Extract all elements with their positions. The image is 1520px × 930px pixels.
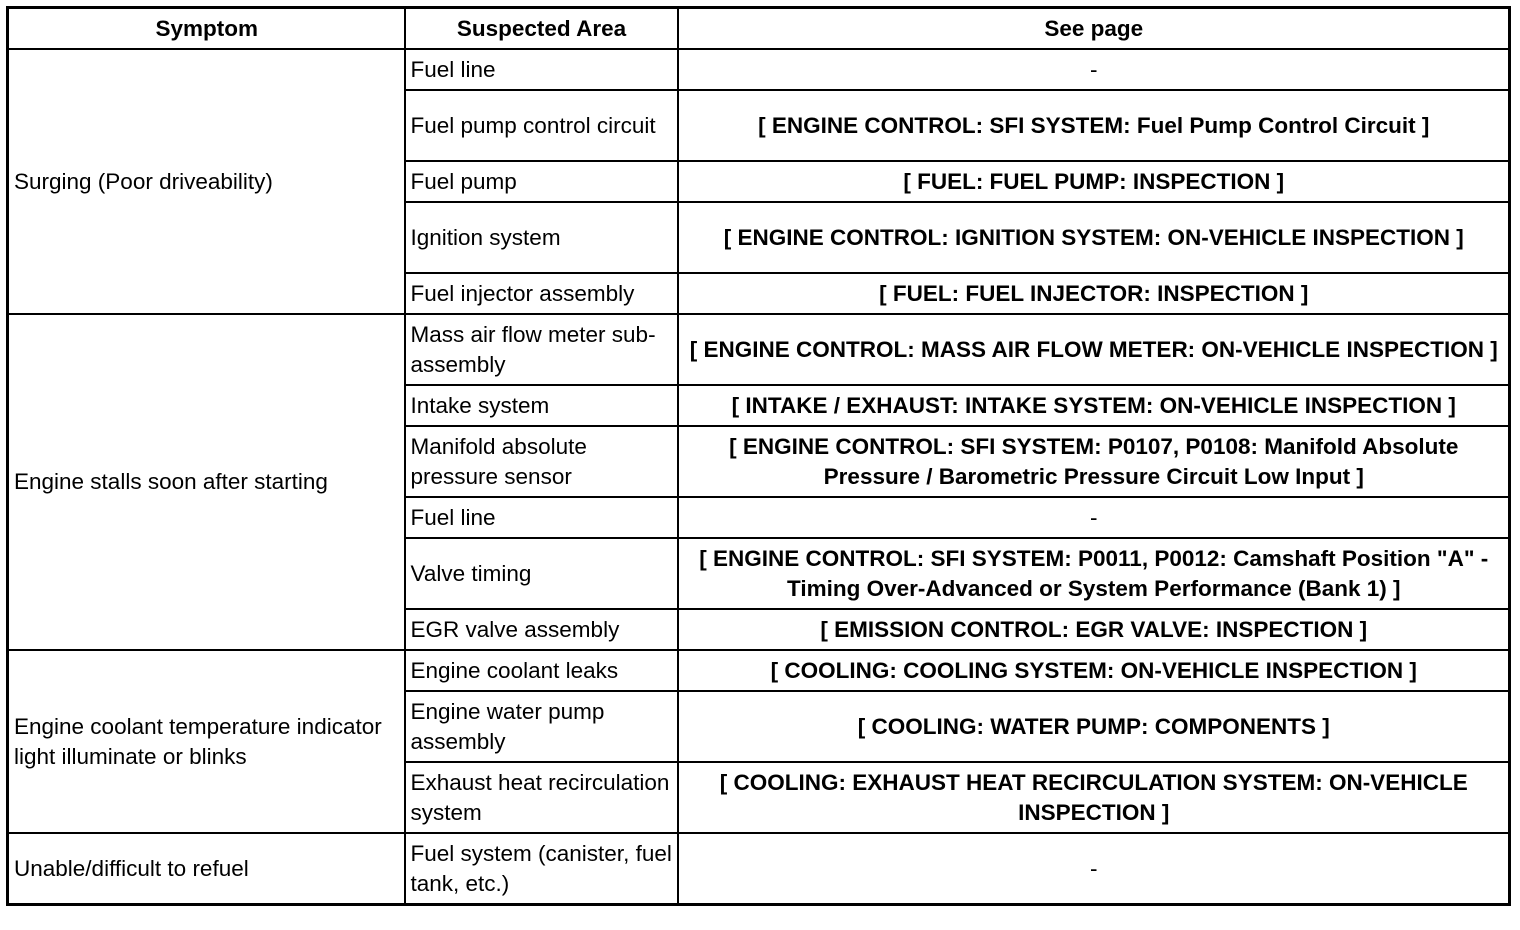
header-suspected-area: Suspected Area bbox=[405, 8, 678, 50]
suspected-area-cell: Fuel pump control circuit bbox=[405, 90, 678, 161]
suspected-area-cell: Ignition system bbox=[405, 202, 678, 273]
see-page-link[interactable]: [ ENGINE CONTROL: SFI SYSTEM: P0107, P0108: Manifold Absolute Pressure / Barometric Pressure Circuit Low Input ] bbox=[678, 426, 1510, 497]
see-page-link[interactable]: [ EMISSION CONTROL: EGR VALVE: INSPECTION ] bbox=[678, 609, 1510, 650]
suspected-area-cell: Exhaust heat recirculation system bbox=[405, 762, 678, 833]
symptom-cell: Engine stalls soon after starting bbox=[8, 314, 405, 650]
see-page-link[interactable]: [ COOLING: EXHAUST HEAT RECIRCULATION SYSTEM: ON-VEHICLE INSPECTION ] bbox=[678, 762, 1510, 833]
symptom-cell: Engine coolant temperature indicator light illuminate or blinks bbox=[8, 650, 405, 833]
see-page-link[interactable]: [ FUEL: FUEL INJECTOR: INSPECTION ] bbox=[678, 273, 1510, 314]
symptom-table bbox=[6, 6, 1511, 906]
suspected-area-cell: Fuel system (canister, fuel tank, etc.) bbox=[405, 833, 678, 905]
see-page-cell: - bbox=[678, 833, 1510, 905]
see-page-link[interactable]: [ ENGINE CONTROL: IGNITION SYSTEM: ON-VEHICLE INSPECTION ] bbox=[678, 202, 1510, 273]
see-page-cell: - bbox=[678, 49, 1510, 90]
suspected-area-cell: Intake system bbox=[405, 385, 678, 426]
suspected-area-cell: Fuel line bbox=[405, 49, 678, 90]
suspected-area-cell: Fuel injector assembly bbox=[405, 273, 678, 314]
symptom-cell: Unable/difficult to refuel bbox=[8, 833, 405, 905]
suspected-area-cell: Engine water pump assembly bbox=[405, 691, 678, 762]
table-row bbox=[8, 49, 1510, 90]
table-row bbox=[8, 314, 1510, 385]
see-page-link[interactable]: [ ENGINE CONTROL: MASS AIR FLOW METER: ON-VEHICLE INSPECTION ] bbox=[678, 314, 1510, 385]
see-page-link[interactable]: [ ENGINE CONTROL: SFI SYSTEM: Fuel Pump Control Circuit ] bbox=[678, 90, 1510, 161]
suspected-area-cell: Fuel pump bbox=[405, 161, 678, 202]
see-page-link[interactable]: [ COOLING: WATER PUMP: COMPONENTS ] bbox=[678, 691, 1510, 762]
suspected-area-cell: Valve timing bbox=[405, 538, 678, 609]
see-page-link[interactable]: [ FUEL: FUEL PUMP: INSPECTION ] bbox=[678, 161, 1510, 202]
suspected-area-cell: EGR valve assembly bbox=[405, 609, 678, 650]
header-row bbox=[8, 8, 1510, 50]
suspected-area-cell: Manifold absolute pressure sensor bbox=[405, 426, 678, 497]
see-page-link[interactable]: [ COOLING: COOLING SYSTEM: ON-VEHICLE INSPECTION ] bbox=[678, 650, 1510, 691]
suspected-area-cell: Fuel line bbox=[405, 497, 678, 538]
table-row bbox=[8, 650, 1510, 691]
header-see-page: See page bbox=[678, 8, 1510, 50]
see-page-link[interactable]: [ ENGINE CONTROL: SFI SYSTEM: P0011, P0012: Camshaft Position "A" - Timing Over-Advanced or System Performance (Bank 1) ] bbox=[678, 538, 1510, 609]
see-page-link[interactable]: [ INTAKE / EXHAUST: INTAKE SYSTEM: ON-VEHICLE INSPECTION ] bbox=[678, 385, 1510, 426]
suspected-area-cell: Mass air flow meter sub-assembly bbox=[405, 314, 678, 385]
header-symptom: Symptom bbox=[8, 8, 405, 50]
table-row bbox=[8, 833, 1510, 905]
suspected-area-cell: Engine coolant leaks bbox=[405, 650, 678, 691]
symptom-cell: Surging (Poor driveability) bbox=[8, 49, 405, 314]
see-page-cell: - bbox=[678, 497, 1510, 538]
